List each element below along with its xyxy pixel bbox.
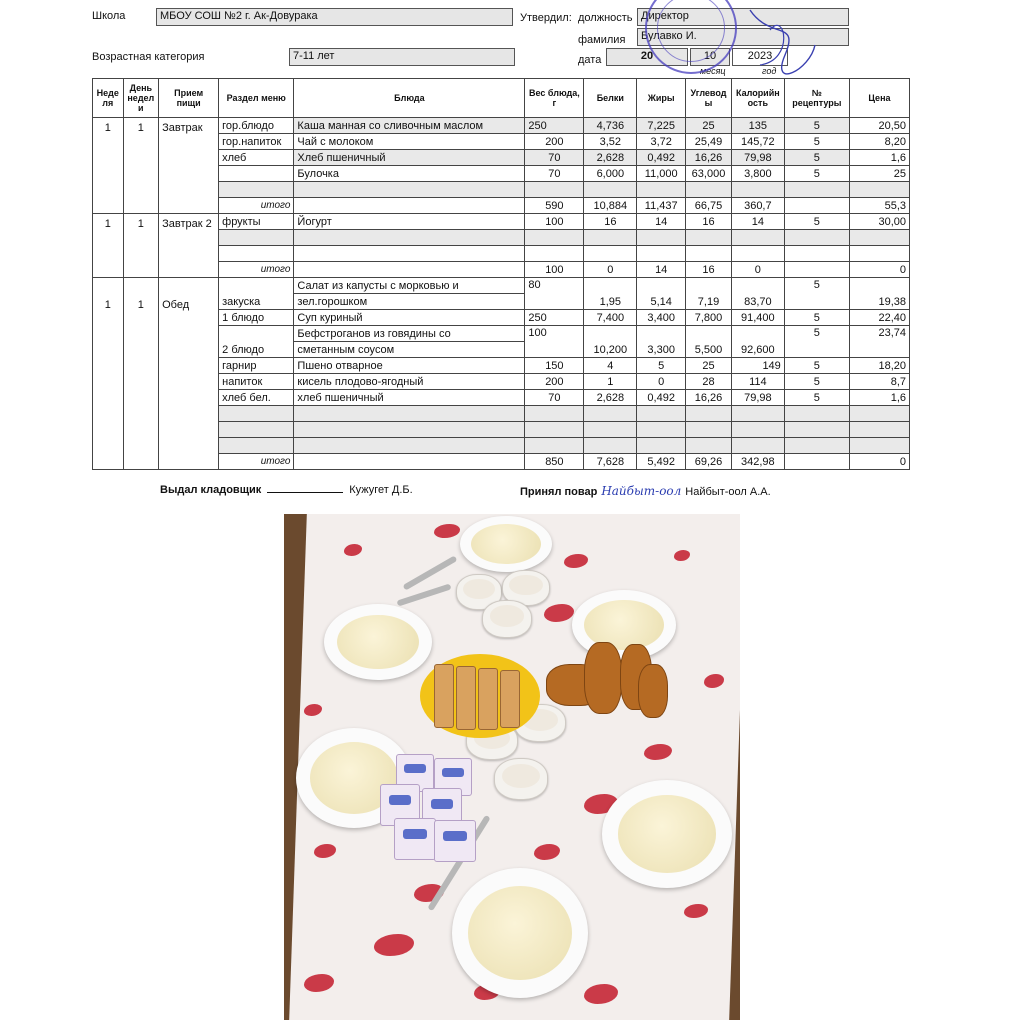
row-price: 8,7 <box>849 374 909 390</box>
director-signature <box>740 0 820 80</box>
row-weight: 200 <box>525 374 584 390</box>
col-header-meal: Прием пищи <box>159 79 219 118</box>
row-protein: 7,400 <box>584 310 637 326</box>
row-section <box>219 166 294 182</box>
row-calories: 3,800 <box>731 166 784 182</box>
approve-label: Утвердил: <box>520 12 572 24</box>
row-carbs: 25 <box>686 118 732 134</box>
row-carbs: 16,26 <box>686 390 732 406</box>
row-weight: 80 <box>525 278 584 310</box>
tea-cup <box>494 758 548 800</box>
col-header-dish: Блюда <box>294 79 525 118</box>
row-recipe: 5 <box>784 214 849 230</box>
bread-slice <box>434 664 454 728</box>
row-fat: 0,492 <box>637 390 686 406</box>
row-fat: 5,14 <box>637 278 686 310</box>
date-month-field: 10 <box>690 48 730 66</box>
row-dish-line1: Бефстроганов из говядины со <box>294 326 525 342</box>
col-header-calories: Калорийн ость <box>731 79 784 118</box>
row-protein: 10,200 <box>584 326 637 358</box>
row-price: 22,40 <box>849 310 909 326</box>
row-dish: Хлеб пшеничный <box>294 150 525 166</box>
total-calories: 360,7 <box>731 198 784 214</box>
row-recipe: 5 <box>784 374 849 390</box>
row-weight: 200 <box>525 134 584 150</box>
lunch-week: 1 <box>93 278 124 470</box>
date-label: дата <box>578 54 602 66</box>
col-header-recipe: № рецептуры <box>784 79 849 118</box>
row-recipe: 5 <box>784 166 849 182</box>
row-calories: 149 <box>731 358 784 374</box>
row-dish: Чай с молоком <box>294 134 525 150</box>
row-recipe: 5 <box>784 310 849 326</box>
row-weight: 250 <box>525 310 584 326</box>
row-carbs: 25,49 <box>686 134 732 150</box>
total-calories: 342,98 <box>731 454 784 470</box>
row-protein: 4,736 <box>584 118 637 134</box>
row-weight: 100 <box>525 326 584 358</box>
col-header-protein: Белки <box>584 79 637 118</box>
col-header-weight: Вес блюда, г <box>525 79 584 118</box>
breakfast-week: 1 <box>93 118 124 214</box>
total-carbs: 66,75 <box>686 198 732 214</box>
row-calories: 145,72 <box>731 134 784 150</box>
row-price: 18,20 <box>849 358 909 374</box>
table-row <box>93 118 910 134</box>
row-weight: 250 <box>525 118 584 134</box>
total-label: итого <box>219 262 294 278</box>
row-section: закуска <box>219 278 294 310</box>
meal-photo <box>284 514 740 1020</box>
row-calories: 135 <box>731 118 784 134</box>
table-row <box>93 214 910 230</box>
bun <box>584 642 622 714</box>
row-recipe: 5 <box>784 326 849 358</box>
bread-slice <box>456 666 476 730</box>
total-label: итого <box>219 198 294 214</box>
col-header-week: Неде ля <box>93 79 124 118</box>
col-header-price: Цена <box>849 79 909 118</box>
row-carbs: 28 <box>686 374 732 390</box>
surname-label: фамилия <box>578 34 626 46</box>
row-carbs: 7,19 <box>686 278 732 310</box>
row-carbs: 7,800 <box>686 310 732 326</box>
total-protein: 7,628 <box>584 454 637 470</box>
issued-signature-line <box>267 492 343 493</box>
received-signature: Найбыт-оол <box>601 484 682 498</box>
row-section: 1 блюдо <box>219 310 294 326</box>
row-dish: Каша манная со сливочным маслом <box>294 118 525 134</box>
row-carbs: 63,000 <box>686 166 732 182</box>
age-category-field: 7-11 лет <box>289 48 515 66</box>
date-year-field: 2023 <box>732 48 788 66</box>
row-fat: 5 <box>637 358 686 374</box>
row-price: 25 <box>849 166 909 182</box>
porridge-bowl <box>452 868 588 998</box>
row-price: 1,6 <box>849 390 909 406</box>
bread-slice <box>478 668 498 730</box>
issued-label: Выдал кладовщик <box>160 484 262 496</box>
total-weight: 590 <box>525 198 584 214</box>
row-recipe: 5 <box>784 390 849 406</box>
school-name-field: МБОУ СОШ №2 г. Ак-Довурака <box>156 8 513 26</box>
breakfast2-week: 1 <box>93 214 124 278</box>
total-carbs: 16 <box>686 262 732 278</box>
table-header-row <box>93 79 910 118</box>
lunch-day: 1 <box>123 278 159 470</box>
position-label: должность <box>578 12 633 24</box>
year-caption: год <box>762 66 777 76</box>
row-price: 30,00 <box>849 214 909 230</box>
row-fat: 3,72 <box>637 134 686 150</box>
row-recipe: 5 <box>784 118 849 134</box>
row-calories: 14 <box>731 214 784 230</box>
row-recipe: 5 <box>784 358 849 374</box>
row-fat: 0 <box>637 374 686 390</box>
row-weight: 100 <box>525 214 584 230</box>
row-dish: Пшено отварное <box>294 358 525 374</box>
breakfast2-day: 1 <box>123 214 159 278</box>
row-section: гор.напиток <box>219 134 294 150</box>
row-protein: 6,000 <box>584 166 637 182</box>
col-header-section: Раздел меню <box>219 79 294 118</box>
row-weight: 70 <box>525 166 584 182</box>
date-day-field: 20 <box>606 48 688 66</box>
total-weight: 850 <box>525 454 584 470</box>
total-protein: 10,884 <box>584 198 637 214</box>
yogurt-cup <box>394 818 436 860</box>
row-fat: 3,400 <box>637 310 686 326</box>
row-weight: 70 <box>525 150 584 166</box>
total-price: 55,3 <box>849 198 909 214</box>
porridge-bowl <box>602 780 732 888</box>
total-carbs: 69,26 <box>686 454 732 470</box>
position-field: Директор <box>637 8 849 26</box>
row-carbs: 25 <box>686 358 732 374</box>
row-fat: 14 <box>637 214 686 230</box>
breakfast2-meal: Завтрак 2 <box>159 214 219 278</box>
col-header-carbs: Углевод ы <box>686 79 732 118</box>
row-dish: кисель плодово-ягодный <box>294 374 525 390</box>
row-protein: 4 <box>584 358 637 374</box>
row-price: 8,20 <box>849 134 909 150</box>
row-recipe: 5 <box>784 278 849 310</box>
row-dish-line2: сметанным соусом <box>294 342 525 358</box>
row-dish: Йогурт <box>294 214 525 230</box>
row-price: 1,6 <box>849 150 909 166</box>
row-carbs: 16,26 <box>686 150 732 166</box>
tea-cup <box>482 600 532 638</box>
row-protein: 1 <box>584 374 637 390</box>
row-recipe: 5 <box>784 150 849 166</box>
month-caption: месяц <box>700 66 726 76</box>
total-weight: 100 <box>525 262 584 278</box>
total-price: 0 <box>849 262 909 278</box>
surname-field: Булавко И. <box>637 28 849 46</box>
row-section: хлеб бел. <box>219 390 294 406</box>
row-section: гарнир <box>219 358 294 374</box>
row-calories: 92,600 <box>731 326 784 358</box>
row-weight: 150 <box>525 358 584 374</box>
row-recipe: 5 <box>784 134 849 150</box>
row-calories: 79,98 <box>731 390 784 406</box>
total-protein: 0 <box>584 262 637 278</box>
age-category-label: Возрастная категория <box>92 51 205 63</box>
row-section: хлеб <box>219 150 294 166</box>
row-protein: 3,52 <box>584 134 637 150</box>
row-dish: Булочка <box>294 166 525 182</box>
row-calories: 79,98 <box>731 150 784 166</box>
row-calories: 114 <box>731 374 784 390</box>
row-section: напиток <box>219 374 294 390</box>
row-fat: 7,225 <box>637 118 686 134</box>
total-price: 0 <box>849 454 909 470</box>
row-protein: 1,95 <box>584 278 637 310</box>
school-label: Школа <box>92 10 126 22</box>
lunch-meal: Обед <box>159 278 219 470</box>
row-dish: Суп куриный <box>294 310 525 326</box>
table-row <box>93 278 910 294</box>
row-carbs: 5,500 <box>686 326 732 358</box>
bread-slice <box>500 670 520 728</box>
total-calories: 0 <box>731 262 784 278</box>
received-by <box>520 484 771 498</box>
col-header-day: День недел и <box>123 79 159 118</box>
received-name: Найбыт-оол А.А. <box>685 486 771 498</box>
issued-name: Кужугет Д.Б. <box>349 484 413 496</box>
row-protein: 2,628 <box>584 150 637 166</box>
porridge-bowl <box>460 516 552 572</box>
total-fat: 5,492 <box>637 454 686 470</box>
row-fat: 11,000 <box>637 166 686 182</box>
porridge-bowl <box>324 604 432 680</box>
bun <box>638 664 668 718</box>
menu-table <box>92 78 910 470</box>
row-dish-line1: Салат из капусты с морковью и <box>294 278 525 294</box>
row-weight: 70 <box>525 390 584 406</box>
breakfast-meal: Завтрак <box>159 118 219 214</box>
row-dish: хлеб пшеничный <box>294 390 525 406</box>
row-protein: 16 <box>584 214 637 230</box>
row-carbs: 16 <box>686 214 732 230</box>
total-label: итого <box>219 454 294 470</box>
breakfast-day: 1 <box>123 118 159 214</box>
row-section: 2 блюдо <box>219 326 294 358</box>
col-header-fat: Жиры <box>637 79 686 118</box>
row-calories: 91,400 <box>731 310 784 326</box>
row-price: 20,50 <box>849 118 909 134</box>
row-fat: 3,300 <box>637 326 686 358</box>
row-price: 19,38 <box>849 278 909 310</box>
total-fat: 11,437 <box>637 198 686 214</box>
row-price: 23,74 <box>849 326 909 358</box>
issued-by <box>160 484 413 496</box>
row-section: гор.блюдо <box>219 118 294 134</box>
received-label: Принял повар <box>520 486 598 498</box>
row-protein: 2,628 <box>584 390 637 406</box>
row-fat: 0,492 <box>637 150 686 166</box>
row-calories: 83,70 <box>731 278 784 310</box>
row-dish-line2: зел.горошком <box>294 294 525 310</box>
row-section: фрукты <box>219 214 294 230</box>
total-fat: 14 <box>637 262 686 278</box>
yogurt-cup <box>434 820 476 862</box>
